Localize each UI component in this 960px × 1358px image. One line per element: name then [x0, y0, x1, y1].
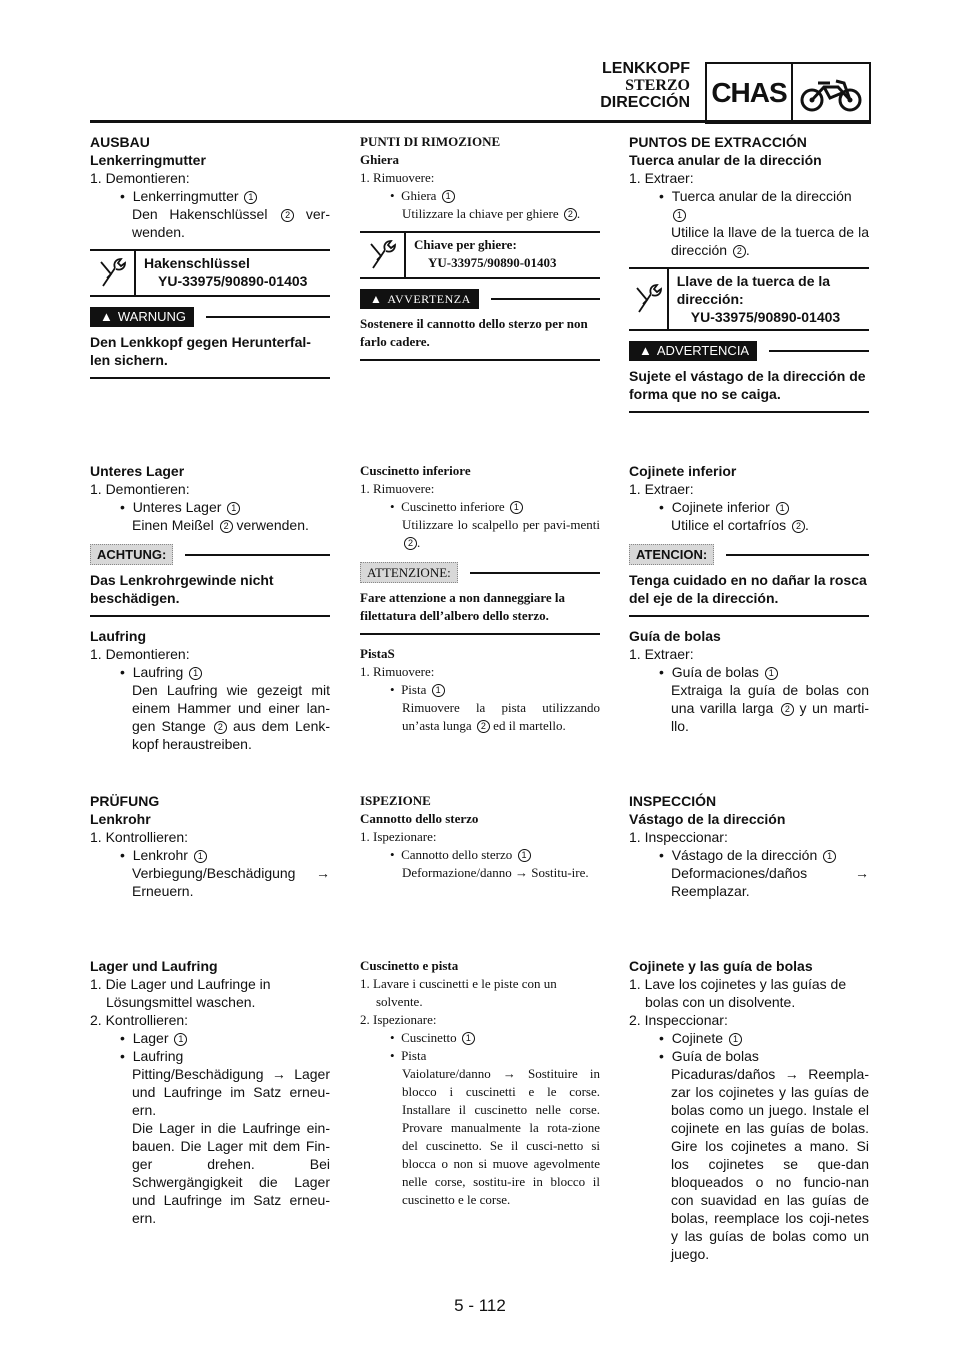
es-cojinete: [629, 462, 869, 617]
bullet: • Lager 1: [90, 1029, 330, 1047]
section-heading: Unteres Lager: [90, 463, 185, 479]
warning-text: Den Lenkkopf gegen Herunterfal-len sichern.: [90, 333, 330, 379]
step: 1. Demontieren:: [90, 646, 190, 662]
instruction: Utilizzare lo scalpello per pavi-menti 2 .: [402, 517, 600, 550]
bullet: • Cannotto dello sterzo 1: [360, 846, 600, 864]
page-number: 5 - 112: [454, 1296, 506, 1315]
es-inspeccion: [629, 792, 869, 900]
section-badge: [705, 62, 871, 124]
caution-block: [629, 544, 869, 617]
subheading: Lenkrohr: [90, 811, 151, 827]
warning-badge: ▲ ADVERTENCIA: [629, 341, 757, 361]
de-laufring: [90, 627, 330, 753]
step: 1. Kontrollieren:: [90, 829, 189, 845]
step: 1. Extraer:: [629, 646, 694, 662]
warning-block: [90, 307, 330, 379]
step: 1. Extraer:: [629, 170, 694, 186]
section-code: CHAS: [707, 64, 793, 122]
step: 1. Die Lager und Laufringe in Lösungsmittel waschen.: [90, 976, 271, 1010]
it-rimozione: [360, 133, 600, 361]
de-ausbau: [90, 133, 330, 379]
section-heading: PUNTOS DE EXTRACCIÓN: [629, 134, 807, 150]
bullet: • Pista 1: [360, 681, 600, 699]
subheading: Cannotto dello sterzo: [360, 811, 479, 826]
subheading: Lenkerringmutter: [90, 152, 206, 168]
tool-name: Chiave per ghiere:: [414, 237, 517, 252]
bullet: • Tuerca anular de la dirección 1: [659, 188, 852, 220]
step: 1. Demontieren:: [90, 170, 190, 186]
caution-text: Fare attenzione a non danneggiare la filettatura dell’albero dello sterzo.: [360, 589, 600, 635]
step: 1. Inspeccionar:: [629, 829, 728, 845]
section-heading: Cuscinetto inferiore: [360, 463, 471, 478]
bullet: • Cojinete 1: [629, 1029, 869, 1047]
wrench-icon: [629, 269, 669, 329]
special-tool-box: [629, 267, 869, 331]
de-pruefung: [90, 792, 330, 900]
section-heading: PUNTI DI RIMOZIONE: [360, 134, 501, 149]
section-heading: Lager und Laufring: [90, 958, 218, 974]
bullet: • Guía de bolas 1: [629, 663, 869, 681]
warning-triangle-icon: ▲: [639, 343, 652, 358]
title-es: DIRECCIÓN: [600, 94, 690, 111]
bullet: • Pista: [390, 1048, 427, 1063]
step: 1. Ispezionare:: [360, 829, 437, 844]
caution-block: [90, 544, 330, 617]
warning-block: [629, 341, 869, 413]
warning-badge: ▲ WARNUNG: [90, 307, 194, 327]
step: 1. Extraer:: [629, 481, 694, 497]
tool-name: Hakenschlüssel: [144, 255, 250, 271]
es-guia: [629, 627, 869, 735]
bullet: • Vástago de la dirección 1: [629, 846, 869, 864]
wrench-icon: [90, 251, 136, 295]
title-it: STERZO: [625, 77, 690, 94]
bullet: • Cuscinetto 1: [360, 1029, 600, 1047]
section-heading: ISPEZIONE: [360, 793, 431, 808]
instruction: Utilice la llave de la tuerca de la dirección 2 .: [671, 224, 869, 258]
special-tool-box: [90, 249, 330, 297]
section-heading: Cojinete inferior: [629, 463, 737, 479]
tool-part-number: YU-33975/90890-01403: [158, 273, 308, 289]
step: 1. Rimuovere:: [360, 481, 435, 496]
caution-badge: ACHTUNG:: [90, 544, 173, 565]
warning-triangle-icon: ▲: [370, 292, 383, 306]
instruction: Vaiolature/danno → Sostituire in blocco i cuscinetti e le corse. Installare il cuscinetto nelle corse. Provare manualmente la rota-zione del cuscinetto. Se il cusci-netto si blocca o non si muove agevolmente nelle corse, sostitu-ire in blocco il cuscinetto e le corse.: [402, 1066, 600, 1207]
it-cuscinetto-pista: [360, 957, 600, 1209]
instruction: Einen Meißel 2 verwenden.: [132, 517, 309, 533]
caution-text: Das Lenkrohrgewinde nicht beschädigen.: [90, 571, 330, 617]
caution-badge: ATENCION:: [629, 544, 714, 565]
warning-text: Sostenere il cannotto dello sterzo per non farlo cadere.: [360, 315, 600, 361]
bullet: • Lenkrohr 1: [90, 846, 330, 864]
caution-block: [360, 562, 600, 635]
step: 2. Kontrollieren:: [90, 1012, 189, 1028]
section-heading: PistaS: [360, 646, 395, 661]
instruction: Utilice el cortafríos 2 .: [671, 517, 809, 533]
warning-text: Sujete el vástago de la dirección de forma que no se caiga.: [629, 367, 869, 413]
instruction: Deformazione/danno → Sostitu-ire.: [402, 865, 589, 880]
step: 2. Ispezionare:: [360, 1012, 437, 1027]
subheading: Tuerca anular de la dirección: [629, 152, 822, 168]
instruction: Den Hakenschlüssel 2 ver-wenden.: [132, 206, 331, 240]
tool-part-number: YU-33975/90890-01403: [690, 309, 841, 325]
warning-triangle-icon: ▲: [100, 309, 113, 324]
instruction: Rimuovere la pista utilizzando un’asta lunga 2 ed il martello.: [402, 700, 600, 733]
step: 1. Lave los cojinetes y las guías de bolas con un disolvente.: [629, 976, 847, 1010]
it-pista: [360, 645, 600, 735]
es-extraccion: [629, 133, 869, 413]
it-cuscinetto: [360, 462, 600, 635]
wrench-icon: [360, 233, 406, 277]
instruction: Den Laufring wie gezeigt mit einem Hammer und einer lan-gen Stange 2 aus dem Lenk-kopf heraustreiben.: [132, 682, 331, 752]
special-tool-box: [360, 231, 600, 279]
section-heading: Laufring: [90, 628, 146, 644]
step: 1. Demontieren:: [90, 481, 190, 497]
instruction: Die Lager in die Laufringe ein-bauen. Die Lager mit dem Fin-ger drehen. Bei Schwergängigkeit die Lager und Laufringe im Satz erneu-ern.: [132, 1120, 330, 1226]
instruction: Utilizzare la chiave per ghiere 2 .: [402, 206, 581, 221]
motorcycle-icon: [793, 64, 869, 122]
header-titles: [600, 60, 690, 111]
bullet: • Guía de bolas: [659, 1048, 759, 1064]
section-heading: Cuscinetto e pista: [360, 958, 459, 973]
step: 2. Inspeccionar:: [629, 1012, 728, 1028]
instruction: Deformaciones/daños → Reemplazar.: [671, 865, 869, 899]
header-rule: [90, 120, 869, 123]
title-de: LENKKOPF: [602, 60, 690, 77]
de-lager-laufring: [90, 957, 330, 1227]
bullet: • Cojinete inferior 1: [629, 498, 869, 516]
instruction: Extraiga la guía de bolas con una varilla larga 2 y un marti-llo.: [671, 682, 870, 734]
bullet: • Laufring: [120, 1048, 184, 1064]
bullet: • Ghiera 1: [360, 187, 600, 205]
section-heading: PRÜFUNG: [90, 793, 160, 809]
section-heading: AUSBAU: [90, 134, 150, 150]
bullet: • Laufring 1: [90, 663, 330, 681]
bullet: • Cuscinetto inferiore 1: [360, 498, 600, 516]
step: 1. Lavare i cuscinetti e le piste con un solvente.: [360, 976, 557, 1009]
de-unteres-lager: [90, 462, 330, 617]
subheading: Vástago de la dirección: [629, 811, 786, 827]
tool-name: Llave de la tuerca de la dirección:: [676, 273, 831, 307]
instruction: Verbiegung/Beschädigung → Erneuern.: [132, 865, 330, 899]
step: 1. Rimuovere:: [360, 170, 435, 185]
bullet: • Unteres Lager 1: [90, 498, 330, 516]
section-heading: INSPECCIÓN: [629, 793, 717, 809]
section-heading: Cojinete y las guía de bolas: [629, 958, 813, 974]
caution-text: Tenga cuidado en no dañar la rosca del eje de la dirección.: [629, 571, 869, 617]
subheading: Ghiera: [360, 152, 399, 167]
warning-block: [360, 289, 600, 361]
section-heading: Guía de bolas: [629, 628, 721, 644]
instruction: Picaduras/daños → Reempla-zar los cojinetes y las guías de bolas como un juego. Instale el cojinete en las guías de bolas. Gire los cojinetes a mano. Si los cojinetes se que-dan bloqueados o no funcio-nan con suavidad en las guías de bolas, reemplace los coji-netes y las guías de bolas como un juego.: [671, 1066, 869, 1262]
warning-badge: ▲ AVVERTENZA: [360, 289, 479, 309]
step: 1. Rimuovere:: [360, 664, 435, 679]
caution-badge: ATTENZIONE:: [360, 562, 458, 583]
instruction: Pitting/Beschädigung → Lager und Laufringe im Satz erneu-ern.: [132, 1066, 330, 1118]
bullet: • Lenkerringmutter 1: [90, 187, 330, 205]
tool-part-number: YU-33975/90890-01403: [428, 255, 557, 270]
it-ispezione: [360, 792, 600, 882]
es-cojinete-guia: [629, 957, 869, 1263]
